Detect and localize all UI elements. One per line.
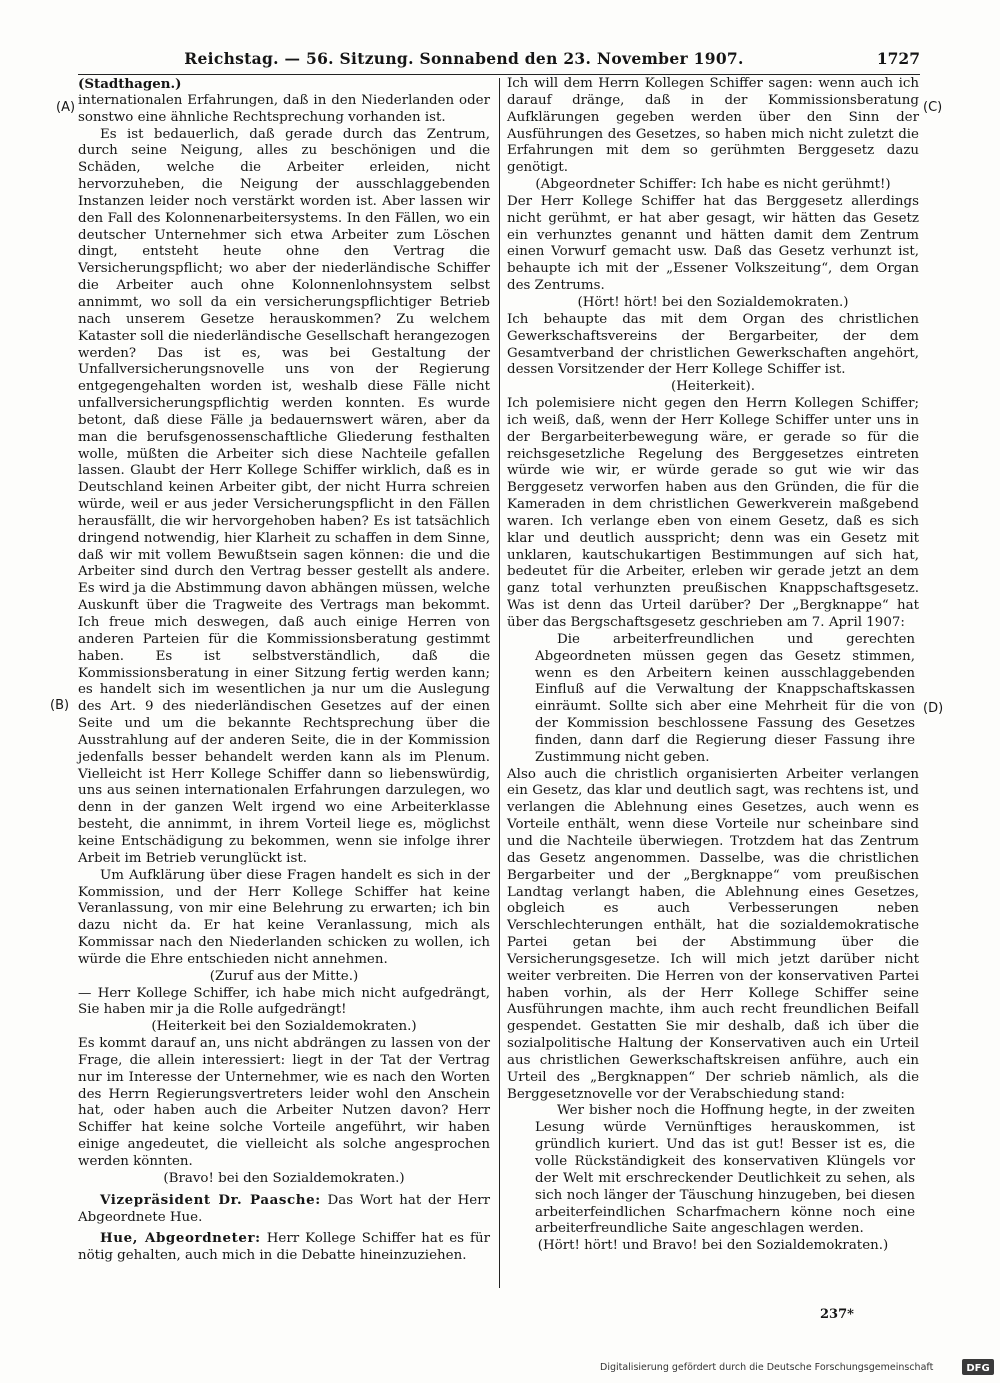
- interjection: (Hört! hört! bei den Sozialdemokraten.): [577, 294, 849, 310]
- header-rule: [78, 74, 920, 75]
- sheet-signature: 237*: [820, 1307, 854, 1322]
- interjection: (Heiterkeit bei den Sozialdemokraten.): [151, 1019, 417, 1035]
- interjection: (Hört! hört! und Bravo! bei den Sozialdemokraten.): [537, 1238, 889, 1254]
- margin-marker-a: (A): [56, 100, 76, 115]
- paragraph: Um Aufklärung über diese Fragen handelt es sich in der Kommission, und der Herr Kollege Schiffer hat keine Veranlassung, von mir eine Belehrung zu erwarten; ich bin dazu nicht da. Er hat keine Veranlassung, mich als Kommissar nach den Niederlanden schicken zu wollen, ich würde die Ehre entschieden nicht annehmen.: [78, 867, 490, 967]
- page-number: 1727: [876, 49, 920, 68]
- margin-marker-b: (B): [50, 698, 70, 713]
- remark-text: Das Wort hat der Herr Abgeordnete Hue.: [78, 1192, 490, 1225]
- speaker-name: Hue, Abgeordneter:: [100, 1230, 261, 1247]
- dfg-logo: [962, 1359, 994, 1375]
- block-quote: Die arbeiterfreundlichen und gerechten Abgeordneten müssen gegen das Gesetz stimmen, wenn es den Arbeitern keinen ausschlaggebenden Einfluß auf die Verwaltung der Knappschaftskassen einräumt. Sollte sich aber eine Mehrheit für die von der Kommission beschlossene Fassung des Gesetzes finden, dann darf die Regierung dieser Fassung ihre Zustimmung nicht geben.: [535, 631, 915, 765]
- margin-marker-d: (D): [923, 701, 944, 716]
- interjection: (Zuruf aus der Mitte.): [209, 968, 359, 984]
- funding-note: Digitalisierung gefördert durch die Deutsche Forschungsgemeinschaft: [600, 1362, 934, 1373]
- paragraph: Ich will dem Herrn Kollegen Schiffer sagen: wenn auch ich darauf dränge, daß in der Kommissionsberatung Aufklärungen gegeben werden über den Sinn der Ausführungen des Gesetzes, so haben mich nicht zuletzt die Erfahrungen mit dem so gerühmten Berggesetz dazu genötigt.: [507, 76, 919, 176]
- paragraph: Also auch die christlich organisierten Arbeiter verlangen ein Gesetz, das klar und deutlich sagt, was rechtens ist, und verlangen die Ablehnung eines Gesetzes, auch wenn es Vorteile enthält, wenn diese Vorteile nur scheinbare sind und die Nachteile überwiegen. Trotzdem hat das Zentrum das Gesetz angenommen. Dasselbe, was die christlichen Bergarbeiter und der „Bergknappe“ vom preußischen Landtag verlangt haben, die Ablehnung eines Gesetzes, obgleich es auch Verbesserungen neben Verschlechterungen enthält, hat die sozialdemokratische Partei getan bei der Abstimmung über die Versicherungsgesetze. Ich will mich jetzt darüber nicht weiter verbreiten. Die Herren von der konservativen Partei haben vorhin, als der Herr Kollege Schiffer seine Ausführungen machte, ihm auch recht freundlichen Beifall gespendet. Gestatten Sie mir deshalb, daß ich über die sozialpolitische Haltung der Konservativen auch ein Urteil aus christlichen Gewerkschaftskreisen anführe, auch ein Urteil des „Bergknappen“ Der schrieb nämlich, als die Berggesetznovelle vor der Verabschiedung stand:: [507, 766, 919, 1102]
- margin-marker-c: (C): [923, 100, 943, 115]
- interjection: (Abgeordneter Schiffer: Ich habe es nicht gerühmt!): [535, 177, 891, 193]
- speech-opening: [78, 1230, 490, 1265]
- logo-text: DFG: [966, 1363, 990, 1374]
- column-divider: [499, 78, 500, 1288]
- paragraph: internationalen Erfahrungen, daß in den Niederlanden oder sonstwo eine ähnliche Rechtsprechung vorhanden ist.: [78, 92, 490, 125]
- speaker-tag: (Stadthagen.): [78, 76, 182, 92]
- running-header: [78, 46, 920, 72]
- paragraph: Ich behaupte das mit dem Organ des christlichen Gewerkschaftsvereins der Bergarbeiter, der dem Gesamtverband der christlichen Gewerkschaften angehört, dessen Vorsitzender der Herr Kollege Schiffer ist.: [507, 311, 919, 378]
- paragraph: — Herr Kollege Schiffer, ich habe mich nicht aufgedrängt, Sie haben mir ja die Rolle aufgedrängt!: [78, 985, 490, 1018]
- block-quote: Wer bisher noch die Hoffnung hegte, in der zweiten Lesung würde Vernünftiges herauskommen, ist gründlich kuriert. Und das ist gut! Besser ist es, die volle Rückständigkeit des konservativen Klüngels vor der Welt mit erschreckender Deutlichkeit zu sehen, als sich noch länger der Täuschung hinzugeben, bei diesen arbeiterfeindlichen Scharfmachern könne noch eine arbeiterfreundliche Saite angeschlagen werden.: [535, 1103, 915, 1237]
- paragraph: Ich polemisiere nicht gegen den Herrn Kollegen Schiffer; ich weiß, daß, wenn der Herr Kollege Schiffer unter uns in der Bergarbeiterbewegung wäre, er gerade so für die reichsgesetzliche Regelung des Berggesetzes eintreten würde wie wir, er würde gerade so gut wie wir das Berggesetz verworfen haben aus den Gründen, die für die Kameraden in dem christlichen Gewerkverein maßgebend waren. Ich verlange eben von einem Gesetz, daß es sich klar und deutlich ausspricht; denn was ein Gesetz mit unklaren, kautschukartigen Bestimmungen auf sich hat, bedeutet für die Arbeiter, erleben wir gerade jetzt an dem ganz total verhunzten preußischen Knappschaftsgesetz. Was ist denn das Urteil darüber? Der „Bergknappe“ hat über das Bergschaftsgesetz geschrieben am 7. April 1907:: [507, 396, 919, 630]
- interjection: (Bravo! bei den Sozialdemokraten.): [163, 1170, 405, 1186]
- right-column: [507, 76, 919, 1255]
- paragraph: Es ist bedauerlich, daß gerade durch das Zentrum, durch seine Neigung, alles zu beschönigen und die Schäden, welche die Arbeiter erleiden, nicht hervorzuheben, die Neigung der ausschlaggebenden Instanzen leider noch verstärkt worden ist. Aber lassen wir den Fall des Kolonnenarbeitersystems. In den Fällen, wo ein deutscher Unternehmer sich etwa Arbeiter zum Löschen dingt, entsteht heute ohne den Vertrag die Versicherungspflicht; wo aber der niederländische Schiffer die Arbeiter auch ohne Kolonnenlohnsystem selbst annimmt, wo soll da ein versicherungspflichtiger Betrieb nach unserem Gesetze herauskommen? Zu welchem Kataster soll die niederländische Gesellschaft herangezogen werden? Das ist es, was bei Gestaltung der Unfallversicherungsnovelle uns von der Regierung entgegengehalten worden ist, weshalb diese Fälle nicht unfallversicherungspflichtig werden konnten. Es wurde betont, daß diese Fälle ja bedauernswert wären, aber da man die berufsgenossenschaftliche Gliederung festhalten wolle, müßten die Arbeiter sich diese Nachteile gefallen lassen. Glaubt der Herr Kollege Schiffer wirklich, daß es in Deutschland keinen Arbeiter gibt, der nicht Hurra schreien würde, weil er aus jeder Versicherungspflicht in den Fällen herausfällt, die wir hervorgehoben haben? Es ist tatsächlich dringend notwendig, hier Klarheit zu schaffen in dem Sinne, daß wir mit vollem Bewußtsein sagen können: die und die Arbeiter sind durch den Vertrag besser gestellt als andere. Es wird ja die Abstimmung davon abhängen müssen, welche Auskunft über die Tragweite des Vertrags man bekommt. Ich freue mich deswegen, daß auch einige Herren von anderen Parteien für die Kommissionsberatung gestimmt haben. Es ist selbstverständlich, daß die Kommissionsberatung in einer Sitzung fertig werden kann; es handelt sich im wesentlichen ja nur um die Auslegung des Art. 9 des niederländischen Gesetzes auf der einen Seite und um die bekannte Rechtsprechung über die Ausstrahlung auf der anderen Seite, die in der Kommission jedenfalls besser behandelt werden kann als im Plenum. Vielleicht ist Herr Kollege Schiffer dann so liebenswürdig, uns aus seinen internationalen Erfahrungen darzulegen, wo denn in der ganzen Welt irgend wo eine Arbeiterklasse besteht, die annimmt, in ihrem Vorteil liege es, möglichst keine Entschädigung zu bekommen, wenn sie infolge ihrer Arbeit im Betrieb verunglückt ist.: [78, 126, 490, 866]
- header-title: Reichstag. — 56. Sitzung. Sonnabend den 23. November 1907.: [184, 49, 744, 68]
- interjection: (Heiterkeit).: [671, 379, 755, 395]
- left-column: [78, 76, 490, 1265]
- vice-president-remark: [78, 1192, 490, 1227]
- paragraph: Es kommt darauf an, uns nicht abdrängen zu lassen von der Frage, die allein interessiert: liegt in der Tat der Vertrag nur im Interesse der Unternehmer, wie es nach den Worten des Herrn Regierungsvertreters leider wohl den Anschein hat, oder haben auch die Arbeiter Nutzen davon? Herr Schiffer hat keine solche Vorteile angeführt, wir haben einige angedeutet, die vielleicht als solche angesprochen werden könnten.: [78, 1036, 490, 1169]
- paragraph: Der Herr Kollege Schiffer hat das Berggesetz allerdings nicht gerühmt, er hat aber gesagt, wir hätten das Gesetz ein verhunztes genannt und hätten damit dem Zentrum einen Vorwurf gemacht usw. Daß das Gesetz verhunzt ist, behaupte ich mit der „Essener Volkszeitung“, dem Organ des Zentrums.: [507, 193, 919, 294]
- speaker-name: Vizepräsident Dr. Paasche:: [100, 1191, 321, 1208]
- speech-text: Herr Kollege Schiffer hat es für nötig gehalten, auch mich in die Debatte hineinzuziehen.: [78, 1231, 490, 1264]
